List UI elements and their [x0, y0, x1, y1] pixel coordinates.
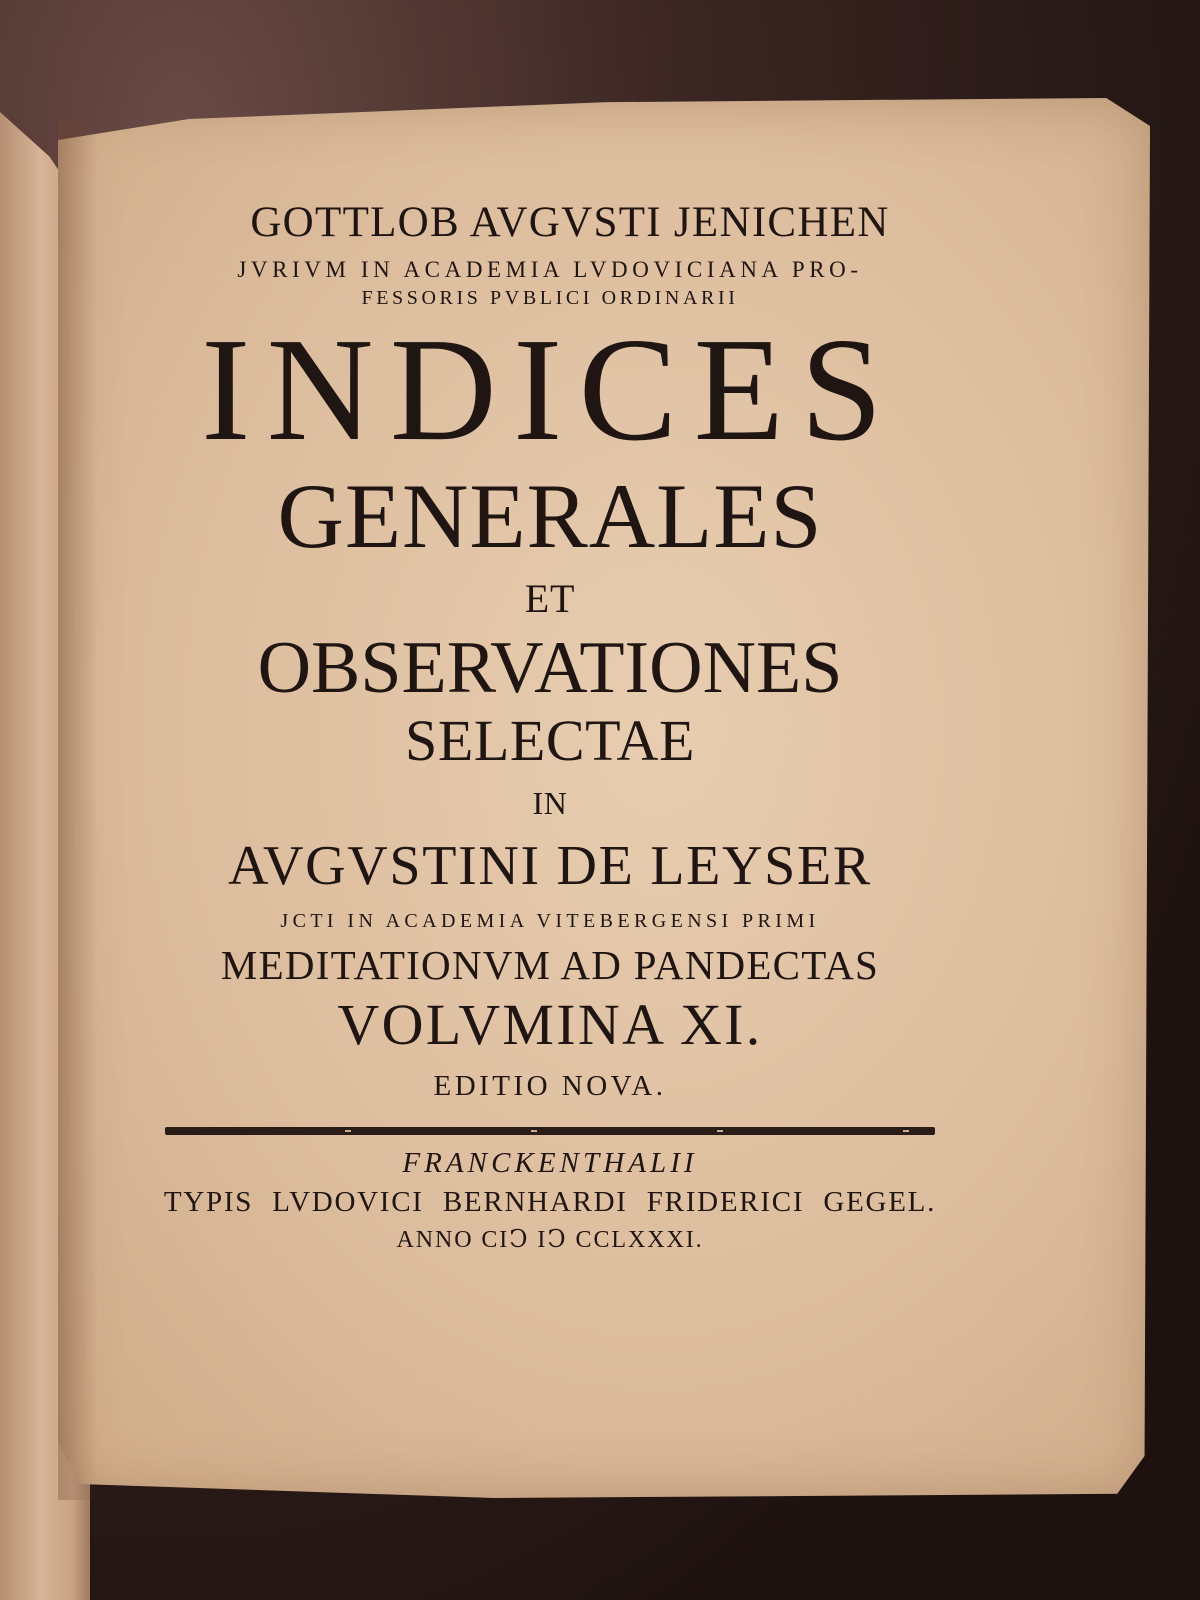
gutter-shadow [58, 120, 98, 1500]
title-line-6: IN [532, 784, 568, 821]
divider-rule [165, 1127, 935, 1135]
volumes: VOLVMINA XI. [337, 991, 763, 1057]
title-line-4: OBSERVATIONES [257, 626, 843, 709]
imprint-place: FRANCKENTHALII [402, 1146, 698, 1179]
title-page-text [150, 190, 950, 1254]
author-affiliation-line-1: JVRIVM IN ACADEMIA LVDOVICIANA PRO- [237, 257, 863, 282]
imprint-year: ANNO CIↃ IↃ CCLXXXI. [396, 1226, 704, 1253]
author-name: GOTTLOB AVGVSTI JENICHEN [250, 199, 890, 246]
title-main: INDICES [201, 308, 899, 472]
author-affiliation-line-2: FESSORIS PVBLICI ORDINARII [361, 287, 739, 309]
work-title: MEDITATIONVM AD PANDECTAS [220, 941, 880, 988]
title-line-3: ET [524, 575, 576, 621]
subject-affiliation: JCTI IN ACADEMIA VITEBERGENSI PRIMI [280, 909, 820, 932]
edition: EDITIO NOVA. [433, 1069, 667, 1102]
title-line-5: SELECTAE [405, 707, 695, 773]
imprint-printer: TYPIS LVDOVICI BERNHARDI FRIDERICI GEGEL. [163, 1185, 937, 1218]
title-line-2: GENERALES [277, 465, 823, 567]
subject-author: AVGVSTINI DE LEYSER [228, 834, 872, 897]
